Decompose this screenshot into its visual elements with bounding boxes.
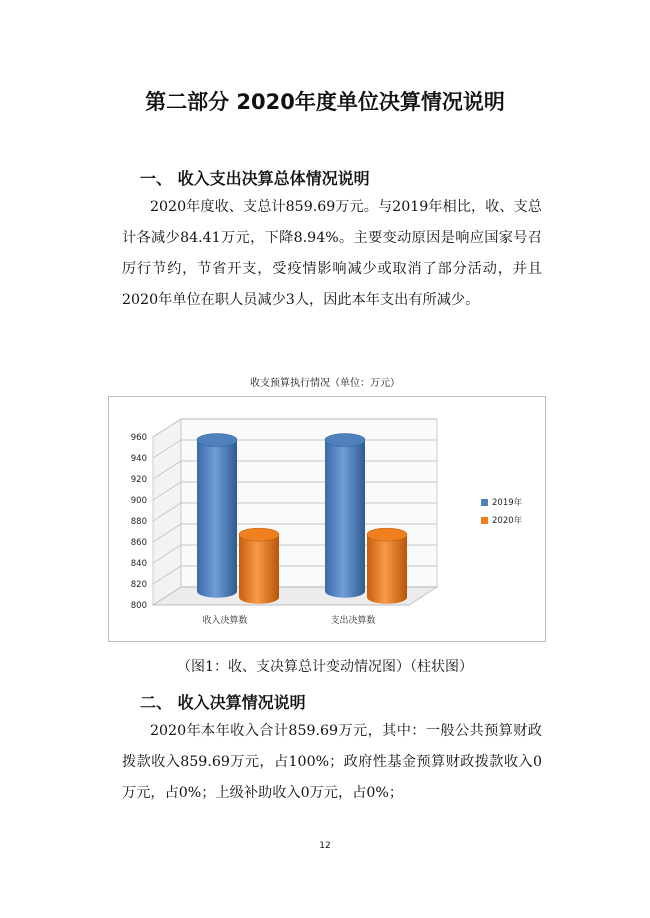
section1-text: 2020年度收、支总计859.69万元。与2019年相比，收、支总计各减少84.41万元，下降8.94%。主要变动原因是响应国家号召厉行节约，节省开支，受疫情影响减少或取消了部分活动，并且2020年单位在职人员减少3人，因此本年支出有所减少。 [122,199,542,308]
y-tick-label: 820 [130,580,147,590]
y-tick-label: 840 [130,559,147,569]
section1-heading: 一、 收入支出决算总体情况说明 [140,169,370,188]
y-tick-label: 880 [130,517,147,527]
y-tick-label: 900 [130,496,147,506]
figure-caption: （图1：收、支决算总计变动情况图）（柱状图） [177,659,473,675]
x-category-label: 支出决算数 [330,616,376,626]
section2-text: 2020年本年收入合计859.69万元，其中：一般公共预算财政拨款收入859.69万元，占100%；政府性基金预算财政拨款收入0万元，占0%；上级补助收入0万元，占0%； [122,723,542,801]
legend-label: 2020年 [492,516,523,526]
section1-paragraph [122,192,542,316]
y-tick-label: 800 [130,601,147,611]
bar-cylinder-body [239,535,279,604]
bar-chart [108,396,546,642]
y-tick-label: 940 [130,454,147,464]
bar-cylinder-top [325,433,365,446]
section2-heading: 二、 收入决算情况说明 [140,693,306,712]
section2-paragraph [122,716,542,809]
chart-title: 收支预算执行情况（单位：万元） [250,378,400,389]
bar-cylinder-body [197,440,237,598]
y-tick-label: 960 [130,433,147,443]
bar-cylinder-top [367,528,407,541]
legend-swatch [481,499,488,506]
bar-cylinder-body [367,535,407,604]
page-title: 第二部分 2020年度单位决算情况说明 [145,90,505,114]
legend-swatch [481,517,488,524]
y-tick-label: 920 [130,475,147,485]
bar-cylinder-top [239,528,279,541]
page-number: 12 [319,841,331,851]
bar-cylinder-top [197,433,237,446]
legend-label: 2019年 [492,498,523,508]
x-category-label: 收入决算数 [202,616,248,626]
y-tick-label: 860 [130,538,147,548]
bar-chart-svg [109,397,545,641]
bar-cylinder-body [325,440,365,598]
